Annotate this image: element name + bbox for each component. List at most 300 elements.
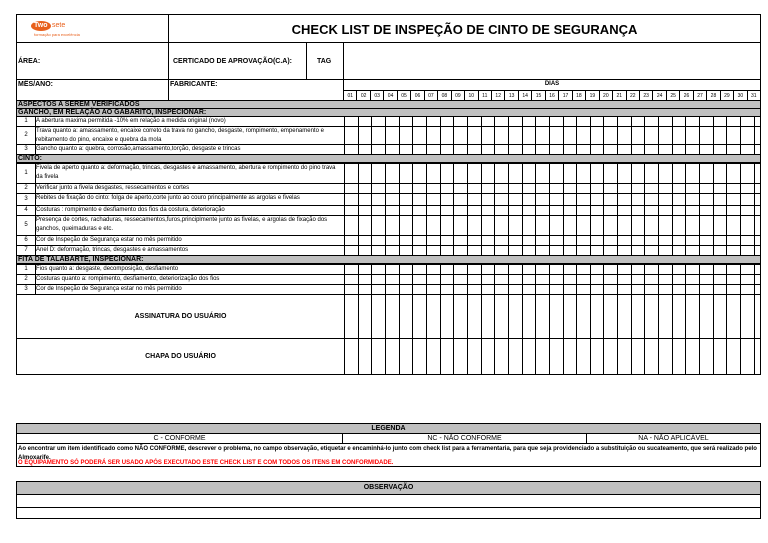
day-check-cell[interactable] <box>644 275 658 284</box>
day-check-cell[interactable] <box>549 246 563 255</box>
day-check-cell[interactable] <box>494 127 508 144</box>
day-check-cell[interactable] <box>344 127 358 144</box>
day-check-cell[interactable] <box>590 265 604 274</box>
day-check-cell[interactable] <box>549 265 563 274</box>
day-check-cell[interactable] <box>481 184 495 193</box>
day-check-cell[interactable] <box>713 184 727 193</box>
day-check-cell[interactable] <box>426 117 440 126</box>
day-check-cell[interactable] <box>644 194 658 205</box>
day-check-cell[interactable] <box>603 265 617 274</box>
day-check-cell[interactable] <box>371 285 385 294</box>
day-check-cell[interactable] <box>617 145 631 154</box>
day-check-cell[interactable] <box>563 164 577 183</box>
tag-field[interactable]: TAG <box>306 42 344 80</box>
day-check-cell[interactable] <box>658 216 672 235</box>
day-check-cell[interactable] <box>631 184 645 193</box>
fabricante-field[interactable]: FABRICANTE: <box>168 79 344 101</box>
day-check-cell[interactable] <box>399 216 413 235</box>
day-check-cell[interactable] <box>481 206 495 215</box>
day-check-cell[interactable] <box>344 339 358 374</box>
day-check-cell[interactable] <box>685 184 699 193</box>
day-check-cell[interactable] <box>481 145 495 154</box>
day-check-cell[interactable] <box>399 206 413 215</box>
day-check-cell[interactable] <box>385 295 399 338</box>
day-check-cell[interactable] <box>508 246 522 255</box>
day-check-cell[interactable] <box>617 206 631 215</box>
day-check-cell[interactable] <box>658 117 672 126</box>
day-check-cell[interactable] <box>549 206 563 215</box>
day-check-cell[interactable] <box>549 127 563 144</box>
day-check-cell[interactable] <box>631 265 645 274</box>
day-check-cell[interactable] <box>658 246 672 255</box>
day-check-cell[interactable] <box>672 164 686 183</box>
day-check-cell[interactable] <box>699 265 713 274</box>
day-check-cell[interactable] <box>713 216 727 235</box>
day-check-cell[interactable] <box>358 117 372 126</box>
day-check-cell[interactable] <box>412 117 426 126</box>
day-check-cell[interactable] <box>344 236 358 245</box>
day-check-cell[interactable] <box>740 216 754 235</box>
day-check-cell[interactable] <box>713 236 727 245</box>
day-check-cell[interactable] <box>399 164 413 183</box>
day-check-cell[interactable] <box>726 127 740 144</box>
day-check-cell[interactable] <box>522 246 536 255</box>
day-check-cell[interactable] <box>576 236 590 245</box>
day-check-cell[interactable] <box>631 285 645 294</box>
day-check-cell[interactable] <box>563 117 577 126</box>
day-check-cell[interactable] <box>644 339 658 374</box>
day-check-cell[interactable] <box>740 339 754 374</box>
day-check-cell[interactable] <box>535 127 549 144</box>
day-check-cell[interactable] <box>508 275 522 284</box>
day-check-cell[interactable] <box>440 194 454 205</box>
day-check-cell[interactable] <box>754 117 768 126</box>
day-check-cell[interactable] <box>740 127 754 144</box>
day-check-cell[interactable] <box>440 295 454 338</box>
observacao-line-2[interactable] <box>16 507 761 519</box>
day-check-cell[interactable] <box>399 184 413 193</box>
day-check-cell[interactable] <box>426 246 440 255</box>
day-check-cell[interactable] <box>726 206 740 215</box>
day-check-cell[interactable] <box>563 285 577 294</box>
day-check-cell[interactable] <box>617 194 631 205</box>
day-check-cell[interactable] <box>699 164 713 183</box>
day-check-cell[interactable] <box>371 145 385 154</box>
day-check-cell[interactable] <box>644 285 658 294</box>
day-check-cell[interactable] <box>412 275 426 284</box>
day-check-cell[interactable] <box>358 216 372 235</box>
day-check-cell[interactable] <box>385 339 399 374</box>
day-check-cell[interactable] <box>467 127 481 144</box>
day-check-cell[interactable] <box>453 339 467 374</box>
day-check-cell[interactable] <box>467 236 481 245</box>
day-check-cell[interactable] <box>344 117 358 126</box>
day-check-cell[interactable] <box>685 117 699 126</box>
day-check-cell[interactable] <box>426 275 440 284</box>
day-check-cell[interactable] <box>685 275 699 284</box>
day-check-cell[interactable] <box>672 184 686 193</box>
day-check-cell[interactable] <box>685 127 699 144</box>
day-check-cell[interactable] <box>754 127 768 144</box>
day-check-cell[interactable] <box>576 127 590 144</box>
day-check-cell[interactable] <box>535 275 549 284</box>
day-check-cell[interactable] <box>385 145 399 154</box>
day-check-cell[interactable] <box>426 265 440 274</box>
day-check-cell[interactable] <box>494 246 508 255</box>
day-check-cell[interactable] <box>358 265 372 274</box>
day-check-cell[interactable] <box>658 285 672 294</box>
day-check-cell[interactable] <box>385 164 399 183</box>
day-check-cell[interactable] <box>631 117 645 126</box>
day-check-cell[interactable] <box>494 295 508 338</box>
day-check-cell[interactable] <box>631 246 645 255</box>
day-check-cell[interactable] <box>481 285 495 294</box>
day-check-cell[interactable] <box>549 194 563 205</box>
day-check-cell[interactable] <box>590 164 604 183</box>
day-check-cell[interactable] <box>754 275 768 284</box>
day-check-cell[interactable] <box>603 339 617 374</box>
day-check-cell[interactable] <box>576 145 590 154</box>
day-check-cell[interactable] <box>358 285 372 294</box>
day-check-cell[interactable] <box>726 184 740 193</box>
day-check-cell[interactable] <box>371 117 385 126</box>
day-check-cell[interactable] <box>508 184 522 193</box>
day-check-cell[interactable] <box>672 295 686 338</box>
day-check-cell[interactable] <box>358 246 372 255</box>
day-check-cell[interactable] <box>371 236 385 245</box>
day-check-cell[interactable] <box>617 275 631 284</box>
day-check-cell[interactable] <box>385 285 399 294</box>
day-check-cell[interactable] <box>467 117 481 126</box>
day-check-cell[interactable] <box>412 164 426 183</box>
day-check-cell[interactable] <box>494 194 508 205</box>
day-check-cell[interactable] <box>440 184 454 193</box>
day-check-cell[interactable] <box>685 216 699 235</box>
day-check-cell[interactable] <box>535 184 549 193</box>
day-check-cell[interactable] <box>467 164 481 183</box>
day-check-cell[interactable] <box>344 164 358 183</box>
day-check-cell[interactable] <box>672 265 686 274</box>
day-check-cell[interactable] <box>412 194 426 205</box>
day-check-cell[interactable] <box>740 194 754 205</box>
day-check-cell[interactable] <box>522 265 536 274</box>
day-check-cell[interactable] <box>685 339 699 374</box>
day-check-cell[interactable] <box>358 145 372 154</box>
day-check-cell[interactable] <box>672 194 686 205</box>
day-check-cell[interactable] <box>453 275 467 284</box>
day-check-cell[interactable] <box>563 339 577 374</box>
day-check-cell[interactable] <box>467 145 481 154</box>
day-check-cell[interactable] <box>644 127 658 144</box>
day-check-cell[interactable] <box>699 295 713 338</box>
day-check-cell[interactable] <box>576 285 590 294</box>
day-check-cell[interactable] <box>481 164 495 183</box>
day-check-cell[interactable] <box>481 265 495 274</box>
day-check-cell[interactable] <box>699 285 713 294</box>
day-check-cell[interactable] <box>726 295 740 338</box>
day-check-cell[interactable] <box>549 164 563 183</box>
day-check-cell[interactable] <box>590 206 604 215</box>
day-check-cell[interactable] <box>685 285 699 294</box>
day-check-cell[interactable] <box>440 145 454 154</box>
day-check-cell[interactable] <box>631 295 645 338</box>
day-check-cell[interactable] <box>685 295 699 338</box>
day-check-cell[interactable] <box>385 117 399 126</box>
day-check-cell[interactable] <box>590 127 604 144</box>
day-check-cell[interactable] <box>344 275 358 284</box>
tag-value[interactable] <box>343 42 761 80</box>
day-check-cell[interactable] <box>522 206 536 215</box>
day-check-cell[interactable] <box>481 295 495 338</box>
day-check-cell[interactable] <box>412 285 426 294</box>
day-check-cell[interactable] <box>576 265 590 274</box>
day-check-cell[interactable] <box>467 295 481 338</box>
day-check-cell[interactable] <box>644 216 658 235</box>
day-check-cell[interactable] <box>563 184 577 193</box>
day-check-cell[interactable] <box>740 184 754 193</box>
day-check-cell[interactable] <box>371 265 385 274</box>
day-check-cell[interactable] <box>344 295 358 338</box>
day-check-cell[interactable] <box>576 246 590 255</box>
day-check-cell[interactable] <box>440 206 454 215</box>
day-check-cell[interactable] <box>399 295 413 338</box>
day-check-cell[interactable] <box>603 206 617 215</box>
day-check-cell[interactable] <box>713 265 727 274</box>
day-check-cell[interactable] <box>549 184 563 193</box>
day-check-cell[interactable] <box>358 295 372 338</box>
day-check-cell[interactable] <box>740 246 754 255</box>
day-check-cell[interactable] <box>440 275 454 284</box>
day-check-cell[interactable] <box>385 265 399 274</box>
day-check-cell[interactable] <box>726 194 740 205</box>
day-check-cell[interactable] <box>426 164 440 183</box>
day-check-cell[interactable] <box>576 117 590 126</box>
day-check-cell[interactable] <box>535 164 549 183</box>
day-check-cell[interactable] <box>740 295 754 338</box>
day-check-cell[interactable] <box>344 265 358 274</box>
day-check-cell[interactable] <box>412 184 426 193</box>
day-check-cell[interactable] <box>522 184 536 193</box>
day-check-cell[interactable] <box>494 117 508 126</box>
area-field[interactable]: ÁREA: <box>16 42 169 80</box>
day-check-cell[interactable] <box>467 246 481 255</box>
day-check-cell[interactable] <box>481 117 495 126</box>
day-check-cell[interactable] <box>672 285 686 294</box>
day-check-cell[interactable] <box>508 194 522 205</box>
day-check-cell[interactable] <box>590 236 604 245</box>
day-check-cell[interactable] <box>685 164 699 183</box>
day-check-cell[interactable] <box>549 216 563 235</box>
day-check-cell[interactable] <box>371 127 385 144</box>
day-check-cell[interactable] <box>467 285 481 294</box>
day-check-cell[interactable] <box>590 194 604 205</box>
day-check-cell[interactable] <box>644 145 658 154</box>
day-check-cell[interactable] <box>563 295 577 338</box>
day-check-cell[interactable] <box>358 127 372 144</box>
day-check-cell[interactable] <box>590 285 604 294</box>
day-check-cell[interactable] <box>672 117 686 126</box>
day-check-cell[interactable] <box>453 184 467 193</box>
day-check-cell[interactable] <box>440 285 454 294</box>
observacao-line-1[interactable] <box>16 494 761 508</box>
day-check-cell[interactable] <box>576 184 590 193</box>
day-check-cell[interactable] <box>440 117 454 126</box>
day-check-cell[interactable] <box>535 246 549 255</box>
day-check-cell[interactable] <box>385 275 399 284</box>
day-check-cell[interactable] <box>412 339 426 374</box>
day-check-cell[interactable] <box>385 246 399 255</box>
day-check-cell[interactable] <box>344 206 358 215</box>
day-check-cell[interactable] <box>590 117 604 126</box>
day-check-cell[interactable] <box>371 216 385 235</box>
day-check-cell[interactable] <box>658 275 672 284</box>
day-check-cell[interactable] <box>522 275 536 284</box>
day-check-cell[interactable] <box>344 216 358 235</box>
day-check-cell[interactable] <box>440 127 454 144</box>
day-check-cell[interactable] <box>371 275 385 284</box>
day-check-cell[interactable] <box>726 236 740 245</box>
day-check-cell[interactable] <box>603 275 617 284</box>
day-check-cell[interactable] <box>467 339 481 374</box>
day-check-cell[interactable] <box>740 236 754 245</box>
day-check-cell[interactable] <box>412 246 426 255</box>
day-check-cell[interactable] <box>658 184 672 193</box>
day-check-cell[interactable] <box>426 184 440 193</box>
day-check-cell[interactable] <box>453 194 467 205</box>
day-check-cell[interactable] <box>563 275 577 284</box>
day-check-cell[interactable] <box>754 295 768 338</box>
day-check-cell[interactable] <box>549 285 563 294</box>
ca-field[interactable]: CERTICADO DE APROVAÇÃO(C.A): <box>168 42 307 80</box>
day-check-cell[interactable] <box>481 216 495 235</box>
day-check-cell[interactable] <box>713 127 727 144</box>
day-check-cell[interactable] <box>508 265 522 274</box>
day-check-cell[interactable] <box>603 117 617 126</box>
day-check-cell[interactable] <box>685 145 699 154</box>
day-check-cell[interactable] <box>603 184 617 193</box>
day-check-cell[interactable] <box>494 265 508 274</box>
day-check-cell[interactable] <box>603 127 617 144</box>
day-check-cell[interactable] <box>385 127 399 144</box>
day-check-cell[interactable] <box>412 295 426 338</box>
day-check-cell[interactable] <box>549 339 563 374</box>
day-check-cell[interactable] <box>522 295 536 338</box>
day-check-cell[interactable] <box>467 194 481 205</box>
day-check-cell[interactable] <box>713 194 727 205</box>
day-check-cell[interactable] <box>453 295 467 338</box>
day-check-cell[interactable] <box>726 164 740 183</box>
day-check-cell[interactable] <box>522 164 536 183</box>
day-check-cell[interactable] <box>508 117 522 126</box>
day-check-cell[interactable] <box>371 206 385 215</box>
day-check-cell[interactable] <box>563 236 577 245</box>
day-check-cell[interactable] <box>508 164 522 183</box>
mes-ano-field[interactable]: MÊS/ANO: <box>16 79 169 101</box>
day-check-cell[interactable] <box>740 117 754 126</box>
day-check-cell[interactable] <box>453 206 467 215</box>
day-check-cell[interactable] <box>440 164 454 183</box>
day-check-cell[interactable] <box>426 285 440 294</box>
day-check-cell[interactable] <box>399 194 413 205</box>
day-check-cell[interactable] <box>371 164 385 183</box>
day-check-cell[interactable] <box>535 117 549 126</box>
day-check-cell[interactable] <box>658 164 672 183</box>
day-check-cell[interactable] <box>535 216 549 235</box>
day-check-cell[interactable] <box>426 127 440 144</box>
day-check-cell[interactable] <box>522 285 536 294</box>
day-check-cell[interactable] <box>549 275 563 284</box>
day-check-cell[interactable] <box>535 265 549 274</box>
day-check-cell[interactable] <box>713 206 727 215</box>
day-check-cell[interactable] <box>713 285 727 294</box>
day-check-cell[interactable] <box>494 206 508 215</box>
day-check-cell[interactable] <box>549 145 563 154</box>
day-check-cell[interactable] <box>740 265 754 274</box>
day-check-cell[interactable] <box>535 339 549 374</box>
day-check-cell[interactable] <box>590 339 604 374</box>
day-check-cell[interactable] <box>699 184 713 193</box>
day-check-cell[interactable] <box>412 265 426 274</box>
day-check-cell[interactable] <box>754 184 768 193</box>
day-check-cell[interactable] <box>685 194 699 205</box>
day-check-cell[interactable] <box>699 194 713 205</box>
day-check-cell[interactable] <box>494 184 508 193</box>
day-check-cell[interactable] <box>535 236 549 245</box>
day-check-cell[interactable] <box>699 246 713 255</box>
day-check-cell[interactable] <box>713 145 727 154</box>
day-check-cell[interactable] <box>440 339 454 374</box>
day-check-cell[interactable] <box>522 236 536 245</box>
day-check-cell[interactable] <box>494 339 508 374</box>
day-check-cell[interactable] <box>549 117 563 126</box>
day-check-cell[interactable] <box>358 275 372 284</box>
day-check-cell[interactable] <box>603 164 617 183</box>
day-check-cell[interactable] <box>726 285 740 294</box>
day-check-cell[interactable] <box>631 236 645 245</box>
day-check-cell[interactable] <box>740 206 754 215</box>
day-check-cell[interactable] <box>699 339 713 374</box>
day-check-cell[interactable] <box>685 206 699 215</box>
day-check-cell[interactable] <box>631 206 645 215</box>
day-check-cell[interactable] <box>726 117 740 126</box>
day-check-cell[interactable] <box>508 127 522 144</box>
day-check-cell[interactable] <box>399 339 413 374</box>
day-check-cell[interactable] <box>344 184 358 193</box>
day-check-cell[interactable] <box>481 339 495 374</box>
day-check-cell[interactable] <box>672 127 686 144</box>
day-check-cell[interactable] <box>399 246 413 255</box>
day-check-cell[interactable] <box>481 246 495 255</box>
day-check-cell[interactable] <box>699 275 713 284</box>
day-check-cell[interactable] <box>685 236 699 245</box>
day-check-cell[interactable] <box>672 216 686 235</box>
day-check-cell[interactable] <box>344 246 358 255</box>
day-check-cell[interactable] <box>576 216 590 235</box>
day-check-cell[interactable] <box>385 184 399 193</box>
day-check-cell[interactable] <box>658 265 672 274</box>
day-check-cell[interactable] <box>508 285 522 294</box>
day-check-cell[interactable] <box>358 206 372 215</box>
day-check-cell[interactable] <box>358 164 372 183</box>
day-check-cell[interactable] <box>644 265 658 274</box>
day-check-cell[interactable] <box>453 127 467 144</box>
day-check-cell[interactable] <box>508 145 522 154</box>
day-check-cell[interactable] <box>481 194 495 205</box>
day-check-cell[interactable] <box>563 127 577 144</box>
day-check-cell[interactable] <box>754 145 768 154</box>
day-check-cell[interactable] <box>371 194 385 205</box>
day-check-cell[interactable] <box>672 145 686 154</box>
